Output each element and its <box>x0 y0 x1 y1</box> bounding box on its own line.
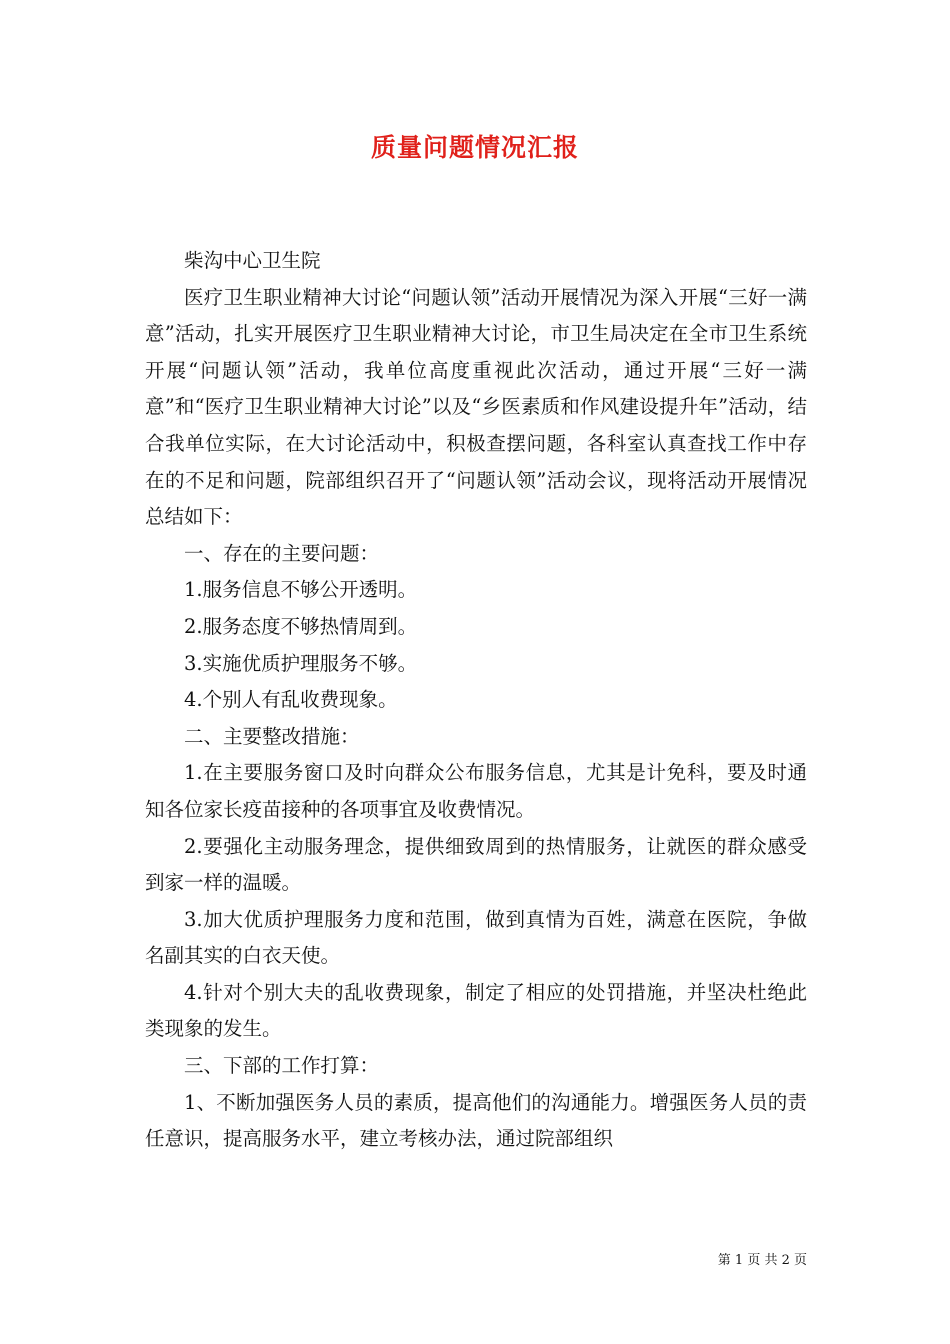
list-item: 1.服务信息不够公开透明。 <box>184 578 418 602</box>
heading-rectification-measures: 二、主要整改措施： <box>184 724 360 748</box>
document-title: 质量问题情况汇报 <box>370 133 579 162</box>
paragraph-hospital-name: 柴沟中心卫生院 <box>184 249 321 272</box>
document-body <box>145 243 807 1158</box>
list-item: 2.服务态度不够热情周到。 <box>184 614 418 638</box>
list-item: 3.加大优质护理服务力度和范围，做到真情为百姓，满意在医院，争做名副其实的白衣天使。 <box>145 907 807 968</box>
list-item: 2.要强化主动服务理念，提供细致周到的热情服务，让就医的群众感受到家一样的温暖。 <box>145 834 807 895</box>
heading-main-problems: 一、存在的主要问题： <box>184 541 380 565</box>
paragraph-intro: 医疗卫生职业精神大讨论“问题认领”活动开展情况为深入开展“三好一满意”活动，扎实开展医疗卫生职业精神大讨论，市卫生局决定在全市卫生系统开展“问题认领”活动，我单位高度重视此次活动，通过开展“三好一满意”和“医疗卫生职业精神大讨论”以及“乡医素质和作风建设提升年”活动，结合我单位实际，在大讨论活动中，积极查摆问题，各科室认真查找工作中存在的不足和问题，院部组织召开了“问题认领”活动会议，现将活动开展情况总结如下： <box>145 285 807 529</box>
list-item: 3.实施优质护理服务不够。 <box>184 651 418 675</box>
heading-work-plan: 三、下部的工作打算： <box>184 1054 380 1078</box>
page-number: 第 1 页 共 2 页 <box>717 1253 807 1268</box>
list-item: 1、不断加强医务人员的素质，提高他们的沟通能力。增强医务人员的责任意识，提高服务水平，建立考核办法，通过院部组织 <box>145 1090 807 1151</box>
list-item: 1.在主要服务窗口及时向群众公布服务信息，尤其是计免科，要及时通知各位家长疫苗接种的各项事宜及收费情况。 <box>145 761 807 821</box>
list-item: 4.针对个别大夫的乱收费现象，制定了相应的处罚措施，并坚决杜绝此类现象的发生。 <box>145 980 807 1041</box>
list-item: 4.个别人有乱收费现象。 <box>184 688 398 712</box>
